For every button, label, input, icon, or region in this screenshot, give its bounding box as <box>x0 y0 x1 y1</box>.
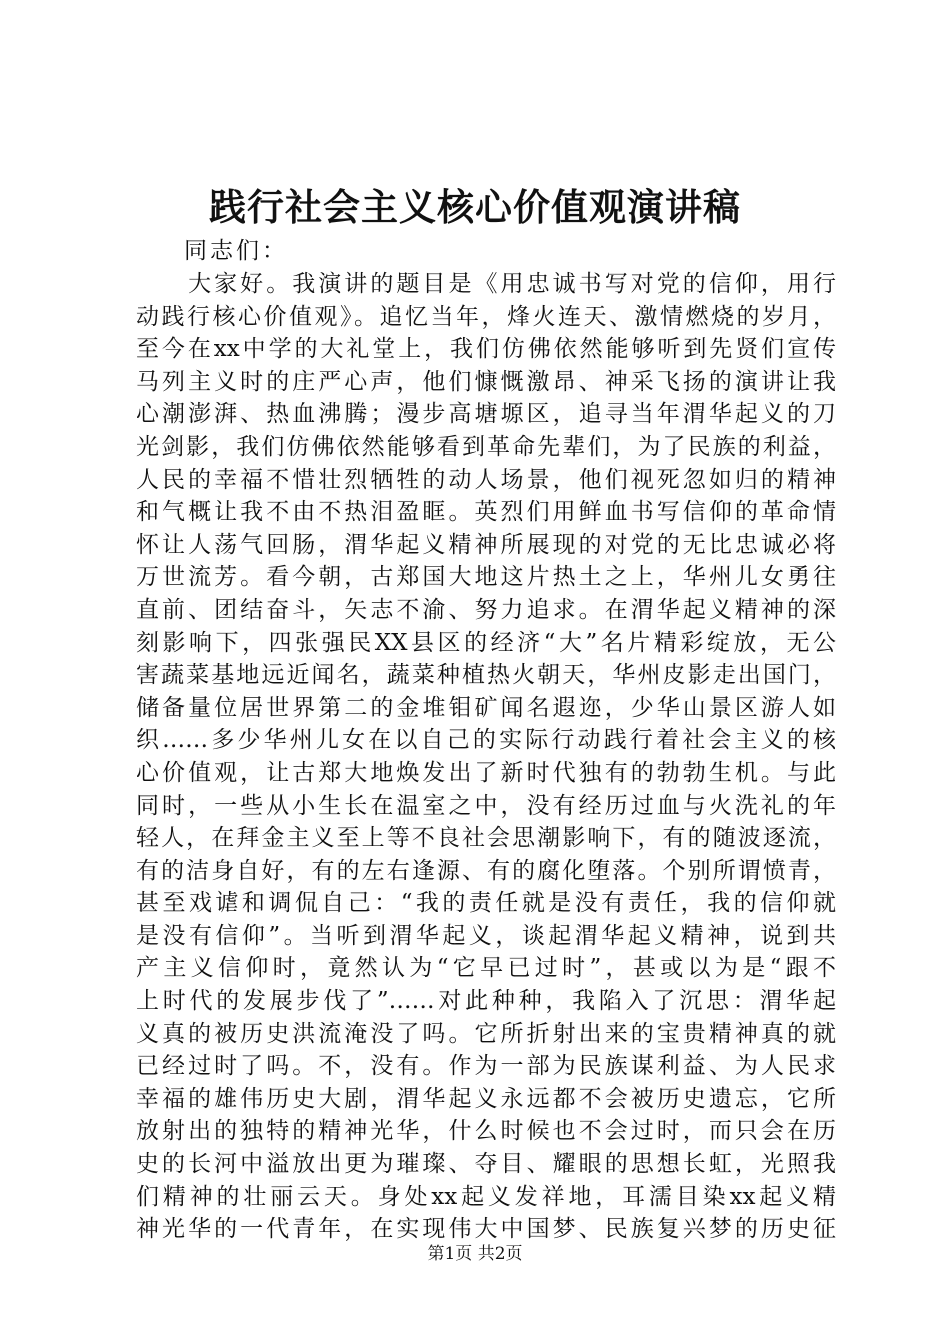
body-line: 神光华的一代青年，在实现伟大中国梦、民族复兴梦的历史征 <box>136 1216 836 1243</box>
body-line: 是没有信仰”。当听到渭华起义，谈起渭华起义精神，说到共 <box>136 922 836 949</box>
body-line: 万世流芳。看今朝，古郑国大地这片热土之上，华州儿女勇往 <box>136 564 836 591</box>
body-line: 织……多少华州儿女在以自己的实际行动践行着社会主义的核 <box>136 727 836 754</box>
page-footer: 第1页 共2页 <box>427 1244 523 1264</box>
body-line: 直前、团结奋斗，矢志不渝、努力追求。在渭华起义精神的深 <box>136 596 836 623</box>
body-line: 怀让人荡气回肠，渭华起义精神所展现的对党的无比忠诚必将 <box>136 531 836 558</box>
body-line: 心潮澎湃、热血沸腾；漫步高塘塬区，追寻当年渭华起义的刀 <box>136 401 836 428</box>
body-line: 幸福的雄伟历史大剧，渭华起义永远都不会被历史遗忘，它所 <box>136 1085 836 1112</box>
body-line: 害蔬菜基地远近闻名，蔬菜种植热火朝天，华州皮影走出国门， <box>136 662 836 689</box>
body-line: 已经过时了吗。不，没有。作为一部为民族谋利益、为人民求 <box>136 1053 836 1080</box>
body-line: 马列主义时的庄严心声，他们慷慨激昂、神采飞扬的演讲让我 <box>136 368 836 395</box>
body-line: 人民的幸福不惜壮烈牺牲的动人场景，他们视死忽如归的精神 <box>136 466 836 493</box>
body-line: 有的洁身自好，有的左右逢源、有的腐化堕落。个别所谓愤青， <box>136 857 836 884</box>
body-line: 光剑影，我们仿佛依然能够看到革命先辈们，为了民族的利益， <box>136 433 836 460</box>
body-line: 心价值观，让古郑大地焕发出了新时代独有的勃勃生机。与此 <box>136 759 836 786</box>
body-line: 至今在xx中学的大礼堂上，我们仿佛依然能够听到先贤们宣传 <box>136 336 836 363</box>
greeting-line: 同志们： <box>184 238 288 264</box>
body-line: 产主义信仰时，竟然认为“它早已过时”，甚或以为是“跟不 <box>136 955 836 982</box>
document-body <box>136 268 836 1246</box>
body-line: 甚至戏谑和调侃自己：“我的责任就是没有责任，我的信仰就 <box>136 890 836 917</box>
body-line: 储备量位居世界第二的金堆钼矿闻名遐迩，少华山景区游人如 <box>136 694 836 721</box>
body-line: 史的长河中溢放出更为璀璨、夺目、耀眼的思想长虹，光照我 <box>136 1151 836 1178</box>
body-line: 轻人，在拜金主义至上等不良社会思潮影响下，有的随波逐流， <box>136 825 836 852</box>
body-line: 们精神的壮丽云天。身处xx起义发祥地，耳濡目染xx起义精 <box>136 1183 836 1210</box>
body-line: 义真的被历史洪流淹没了吗。它所折射出来的宝贵精神真的就 <box>136 1020 836 1047</box>
body-line: 和气概让我不由不热泪盈眶。英烈们用鲜血书写信仰的革命情 <box>136 499 836 526</box>
document-title: 践行社会主义核心价值观演讲稿 <box>209 185 741 229</box>
body-line: 大家好。我演讲的题目是《用忠诚书写对党的信仰，用行 <box>136 271 836 297</box>
body-line: 同时，一些从小生长在温室之中，没有经历过血与火洗礼的年 <box>136 792 836 819</box>
body-line: 放射出的独特的精神光华，什么时候也不会过时，而只会在历 <box>136 1118 836 1145</box>
body-line: 刻影响下，四张强民XX县区的经济“大”名片精彩绽放，无公 <box>136 629 836 656</box>
body-line: 上时代的发展步伐了”……对此种种，我陷入了沉思：渭华起 <box>136 988 836 1015</box>
body-line: 动践行核心价值观》。追忆当年，烽火连天、激情燃烧的岁月， <box>136 303 836 330</box>
